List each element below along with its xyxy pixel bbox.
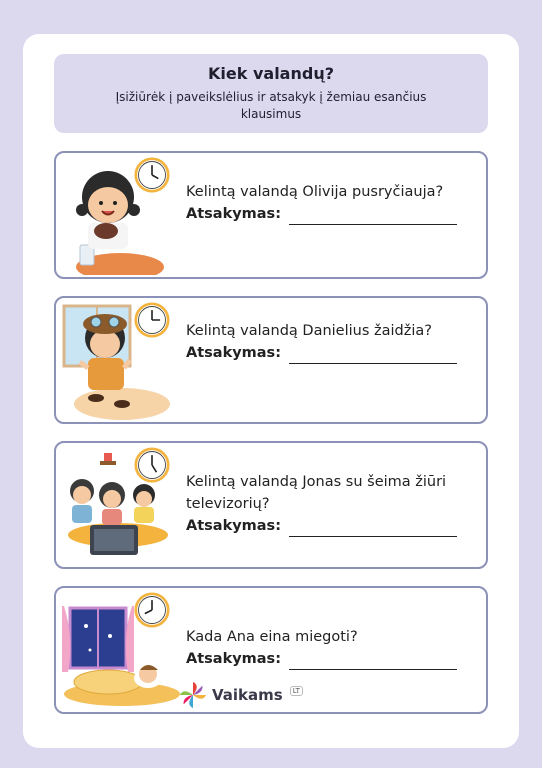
answer-line[interactable] bbox=[289, 213, 457, 225]
answer-label: Atsakymas: bbox=[186, 345, 281, 361]
answer-row bbox=[186, 515, 476, 537]
brand-tld: LT bbox=[290, 686, 303, 696]
question-card-2 bbox=[54, 296, 488, 424]
brand-logo[interactable] bbox=[178, 681, 303, 709]
answer-row bbox=[186, 648, 476, 670]
worksheet bbox=[23, 34, 519, 748]
instructions: Įsižiūrėk į paveikslėlius ir atsakyk į žemiau esančius klausimus bbox=[115, 90, 427, 121]
brand-name: Vaikams bbox=[212, 686, 283, 704]
clock-icon bbox=[134, 302, 170, 338]
answer-line[interactable] bbox=[289, 352, 457, 364]
answer-label: Atsakymas: bbox=[186, 206, 281, 222]
clock-icon bbox=[134, 447, 170, 483]
answer-line[interactable] bbox=[289, 525, 457, 537]
question-text: Kelintą valandą Danielius žaidžia? bbox=[186, 323, 432, 339]
clock-icon bbox=[134, 592, 170, 628]
answer-row bbox=[186, 342, 476, 364]
question-card-3 bbox=[54, 441, 488, 569]
answer-label: Atsakymas: bbox=[186, 651, 281, 667]
answer-row bbox=[186, 203, 476, 225]
clock-icon bbox=[134, 157, 170, 193]
question-card-1 bbox=[54, 151, 488, 279]
page-title: Kiek valandų? bbox=[208, 64, 334, 83]
answer-label: Atsakymas: bbox=[186, 518, 281, 534]
pinwheel-icon bbox=[178, 680, 208, 710]
answer-line[interactable] bbox=[289, 658, 457, 670]
question-text: Kada Ana eina miegoti? bbox=[186, 629, 358, 645]
question-text: Kelintą valandą Olivija pusryčiauja? bbox=[186, 184, 444, 200]
worksheet-header bbox=[54, 54, 488, 133]
question-text: Kelintą valandą Jonas su šeima žiūri televizorių? bbox=[186, 474, 447, 512]
